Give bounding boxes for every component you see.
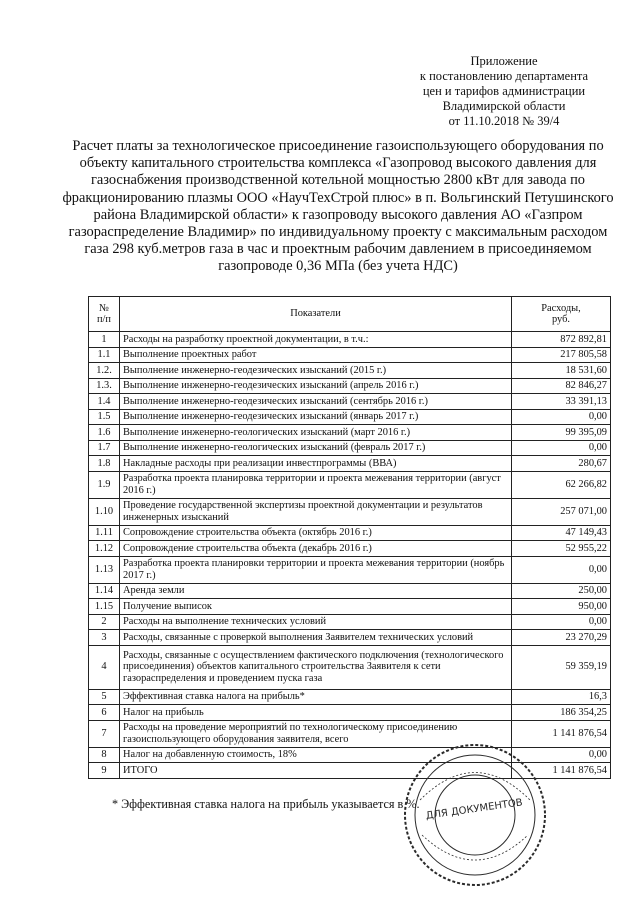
footnote: * Эффективная ставка налога на прибыль указывается в %. (112, 797, 420, 811)
table-row: 1.5 Выполнение инженерно-геодезических изысканий (январь 2017 г.) 0,00 (89, 409, 611, 425)
table-row: 1.1 Выполнение проектных работ 217 805,58 (89, 347, 611, 363)
cost-table (88, 296, 611, 779)
table-row: 1.15 Получение выписок 950,00 (89, 599, 611, 615)
table-row: 1.2. Выполнение инженерно-геодезических изысканий (2015 г.) 18 531,60 (89, 363, 611, 379)
header-number: № п/п (89, 297, 120, 332)
table-row: 1.3. Выполнение инженерно-геодезических изысканий (апрель 2016 г.) 82 846,27 (89, 378, 611, 394)
table-row: 6 Налог на прибыль 186 354,25 (89, 705, 611, 721)
appendix-line-1: Приложение (470, 54, 538, 68)
appendix-line-3: цен и тарифов администрации (422, 84, 586, 98)
appendix-line-4: Владимирской области (442, 99, 566, 113)
table-row: 3 Расходы, связанные с проверкой выполнения Заявителем технических условий 23 270,29 (89, 630, 611, 646)
document-title: Расчет платы за технологическое присоединение газоиспользующего оборудования по объекту капитального строительства комплекса «Газопровод высокого давления для газоснабжения производственной котельной мощностью 2800 кВт для завода по фракционированию плазмы ООО «НаучТехСтрой плюс» в п. Вольгинский Петушинского района Владимирской области» к газопроводу высокого давления АО «Газпром газораспределение Владимир» по индивидуальному проекту с максимальным расходом газа 298 куб.метров газа в час и проектным рабочим давлением в присоединяемом газопроводе 0,36 МПа (без учета НДС) (62, 138, 614, 275)
total-row: 9 ИТОГО 1 141 876,54 (89, 763, 611, 779)
table-row: 4 Расходы, связанные с осуществлением фактического подключения (технологического присоединения) объектов капитального строительства Заявителя к сети газораспределения и проведением пуска газа 59 359,19 (89, 645, 611, 689)
table-row: 1 Расходы на разработку проектной документации, в т.ч.: 872 892,81 (89, 332, 611, 348)
table-row: 1.11 Сопровождение строительства объекта (октябрь 2016 г.) 47 149,43 (89, 525, 611, 541)
table-row: 5 Эффективная ставка налога на прибыль* 16,3 (89, 689, 611, 705)
table-row: 1.10 Проведение государственной экспертизы проектной документации и результатов инженерных изысканий 257 071,00 (89, 498, 611, 525)
appendix-header (394, 54, 614, 129)
header-expenses: Расходы, руб. (512, 297, 611, 332)
table-header-row (89, 297, 611, 332)
table-row: 7 Расходы на проведение мероприятий по технологическому присоединению газоиспользующего оборудования заявителя, всего 1 141 876,54 (89, 720, 611, 747)
seal-text: ДЛЯ ДОКУМЕНТОВ (425, 797, 524, 822)
table-row: 2 Расходы на выполнение технических условий 0,00 (89, 614, 611, 630)
header-indicators: Показатели (120, 297, 512, 332)
seal-stamp-icon (400, 740, 550, 890)
appendix-line-5: от 11.10.2018 № 39/4 (448, 114, 560, 128)
table-row: 1.8 Накладные расходы при реализации инвестпрограммы (ВВА) 280,67 (89, 456, 611, 472)
table-row: 1.6 Выполнение инженерно-геологических изысканий (март 2016 г.) 99 395,09 (89, 425, 611, 441)
appendix-line-2: к постановлению департамента (419, 69, 589, 83)
table-row: 1.4 Выполнение инженерно-геодезических изысканий (сентябрь 2016 г.) 33 391,13 (89, 394, 611, 410)
table-row: 1.9 Разработка проекта планировка территории и проекта межевания территории (август 2016 г.) 62 266,82 (89, 471, 611, 498)
table-row: 8 Налог на добавленную стоимость, 18% 0,00 (89, 747, 611, 763)
table-row: 1.14 Аренда земли 250,00 (89, 583, 611, 599)
table-row: 1.7 Выполнение инженерно-геологических изысканий (февраль 2017 г.) 0,00 (89, 440, 611, 456)
table-row: 1.13 Разработка проекта планировки территории и проекта межевания территории (ноябрь 2017 г.) 0,00 (89, 556, 611, 583)
table-row: 1.12 Сопровождение строительства объекта (декабрь 2016 г.) 52 955,22 (89, 541, 611, 557)
